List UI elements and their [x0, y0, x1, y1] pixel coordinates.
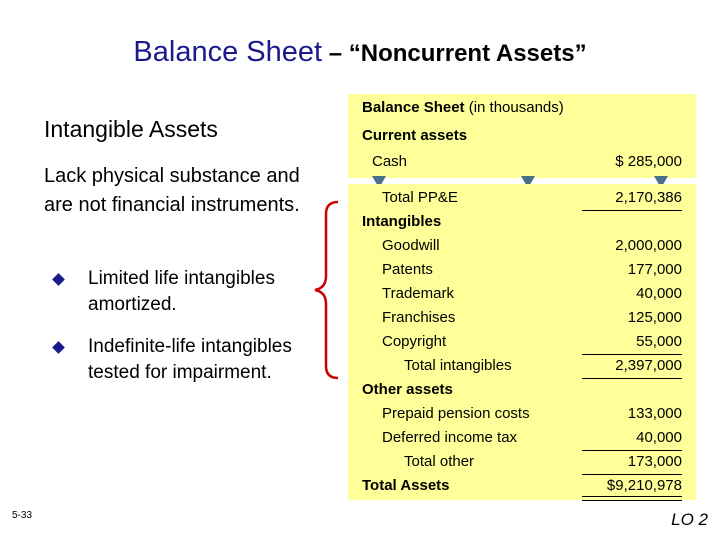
balance-sheet-header-row: [348, 96, 696, 120]
row-amount: 2,000,000: [615, 237, 682, 254]
cash-amount: $ 285,000: [615, 153, 682, 170]
table-row: [348, 426, 696, 450]
cash-row: [348, 150, 696, 174]
total-assets-label: Total Assets: [362, 477, 450, 494]
slide-number: 5-33: [12, 510, 33, 521]
row-amount: 125,000: [627, 309, 682, 326]
row-label: Franchises: [382, 309, 456, 326]
total-other-row: [348, 450, 696, 474]
total-other-amount: 173,000: [627, 453, 682, 470]
bullet-text: Indefinite-life intangibles tested for impairment.: [88, 336, 292, 383]
title-main: Balance Sheet: [133, 36, 323, 68]
balance-sheet-top-panel: [348, 94, 696, 178]
cash-label: Cash: [372, 153, 408, 170]
description: Lack physical substance and are not financial instruments.: [44, 165, 300, 216]
other-assets-heading-row: [348, 378, 696, 402]
table-row: [348, 282, 696, 306]
table-row: [348, 306, 696, 330]
other-assets-heading: Other assets: [362, 381, 453, 398]
total-assets-amount: $9,210,978: [606, 477, 682, 494]
header-note: (in thousands): [464, 99, 564, 116]
total-ppe-label: Total PP&E: [382, 189, 458, 206]
table-row: [348, 402, 696, 426]
total-ppe-row: [348, 186, 696, 210]
row-label: Patents: [382, 261, 433, 278]
bullet-text: Limited life intangibles amortized.: [88, 268, 275, 315]
learning-objective: LO 2: [671, 510, 708, 529]
row-amount: 40,000: [636, 429, 682, 446]
current-assets-row: [348, 124, 696, 148]
diamond-bullet-icon: [52, 273, 65, 286]
row-label: Trademark: [382, 285, 454, 302]
current-assets-heading: Current assets: [362, 127, 468, 144]
diamond-bullet-icon: [52, 341, 65, 354]
title-sub: – “Noncurrent Assets”: [322, 40, 587, 67]
intangibles-heading: Intangibles: [362, 213, 442, 230]
total-ppe-amount: 2,170,386: [615, 189, 682, 206]
total-intangibles-row: [348, 354, 696, 378]
row-label: Deferred income tax: [382, 429, 518, 446]
total-other-label: Total other: [404, 453, 475, 470]
subheading: Intangible Assets: [44, 116, 218, 142]
total-intangibles-label: Total intangibles: [404, 357, 512, 374]
table-row: [348, 330, 696, 354]
row-amount: 40,000: [636, 285, 682, 302]
double-underline: [582, 496, 682, 501]
table-row: [348, 234, 696, 258]
balance-sheet-header: Balance Sheet: [362, 99, 465, 116]
row-amount: 133,000: [627, 405, 682, 422]
row-label: Prepaid pension costs: [382, 405, 530, 422]
row-amount: 55,000: [636, 333, 682, 350]
row-label: Copyright: [382, 333, 447, 350]
table-row: [348, 258, 696, 282]
total-intangibles-amount: 2,397,000: [615, 357, 682, 374]
curly-brace-icon: [312, 200, 342, 380]
row-amount: 177,000: [627, 261, 682, 278]
slide-title: [0, 34, 720, 72]
balance-sheet-bottom-panel: [348, 184, 696, 500]
total-assets-row: [348, 474, 696, 498]
row-label: Goodwill: [382, 237, 440, 254]
intangibles-heading-row: [348, 210, 696, 234]
